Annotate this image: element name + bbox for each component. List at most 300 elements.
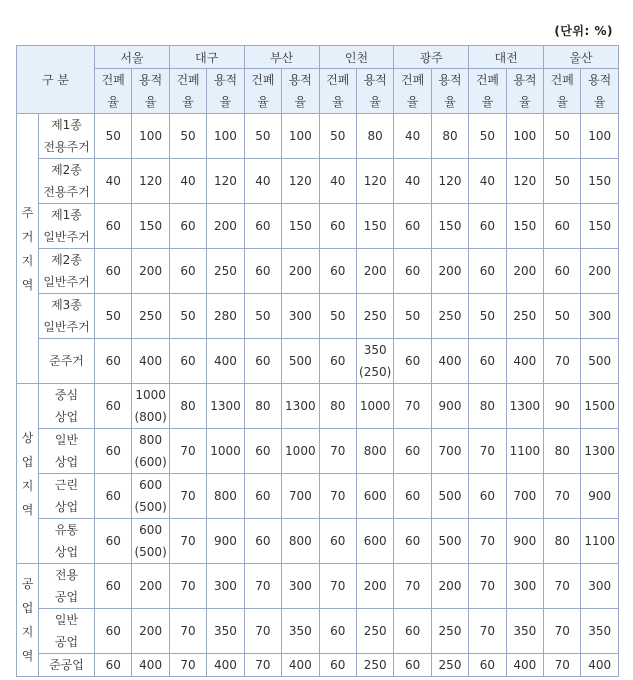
coverage-value-cell: 50 xyxy=(169,294,206,339)
floor-area-ratio-header-text: 용적 xyxy=(438,73,462,87)
coverage-value-cell: 40 xyxy=(394,159,431,204)
coverage-value-cell: 50 xyxy=(544,294,581,339)
subzone-label-cell xyxy=(39,474,95,519)
coverage-value-cell: 50 xyxy=(469,114,506,159)
building-coverage-header-text: 율 xyxy=(481,95,494,109)
floor-area-value-cell: 300 xyxy=(581,564,618,609)
floor-area-value-cell: 800 xyxy=(207,474,244,519)
floor-area-ratio-header-text: 율 xyxy=(294,95,307,109)
zoning-rates-table xyxy=(16,45,619,677)
coverage-value-cell: 60 xyxy=(244,519,281,564)
floor-area-ratio-header-text: 용적 xyxy=(513,73,537,87)
coverage-value-cell: 60 xyxy=(244,429,281,474)
coverage-value-cell: 70 xyxy=(469,564,506,609)
table-row xyxy=(17,294,619,339)
coverage-value-cell: 60 xyxy=(95,609,132,654)
floor-area-ratio-header-text: 용적 xyxy=(363,73,387,87)
subzone-label-cell xyxy=(39,564,95,609)
floor-area-value-cell: 250 xyxy=(506,294,543,339)
coverage-value-cell: 70 xyxy=(244,564,281,609)
floor-area-value-cell: 200 xyxy=(356,249,393,294)
subzone-label-text: 일반 xyxy=(54,613,79,627)
table-row xyxy=(17,429,619,474)
coverage-value-cell: 70 xyxy=(394,564,431,609)
zone-name-char: 역 xyxy=(21,502,34,517)
coverage-value-cell: 50 xyxy=(544,114,581,159)
floor-area-ratio-header-text: 용적 xyxy=(213,73,238,87)
zone-name-char: 주 xyxy=(21,205,34,220)
subzone-label-text: 근린 xyxy=(54,478,79,492)
table-header xyxy=(17,46,619,114)
table-row xyxy=(17,519,619,564)
floor-area-value-cell: 900 xyxy=(431,384,468,429)
zone-name-cell xyxy=(17,114,39,384)
table-row xyxy=(17,339,619,384)
subzone-label-text: 공업 xyxy=(54,590,79,604)
table-row xyxy=(17,654,619,677)
floor-area-value-cell: 350 xyxy=(581,609,618,654)
building-coverage-header-text: 건폐 xyxy=(251,73,275,87)
floor-area-value-cell: 350 xyxy=(506,609,543,654)
building-coverage-header xyxy=(244,69,281,114)
zone-name-char: 역 xyxy=(21,649,34,663)
floor-area-value-cell: 150 xyxy=(282,204,319,249)
category-label: 구 분 xyxy=(42,73,69,87)
floor-area-value-cell: 300 xyxy=(282,294,319,339)
floor-area-value-cell: 1300 xyxy=(506,384,543,429)
floor-area-value-cell: 80 xyxy=(356,114,393,159)
floor-area-ratio-header-text: 율 xyxy=(519,95,531,109)
subzone-label-text: 상업 xyxy=(54,500,79,514)
coverage-value-cell: 60 xyxy=(244,204,281,249)
coverage-value-cell: 40 xyxy=(469,159,506,204)
coverage-value-cell: 60 xyxy=(394,204,431,249)
coverage-value-cell: 60 xyxy=(244,474,281,519)
floor-area-value-cell: 250 xyxy=(132,294,169,339)
city-header: 대전 xyxy=(469,46,544,69)
floor-area-ratio-header xyxy=(282,69,319,114)
floor-area-value-cell: 150 xyxy=(132,204,169,249)
coverage-value-cell: 70 xyxy=(319,429,356,474)
coverage-value-cell: 60 xyxy=(394,519,431,564)
coverage-value-cell: 60 xyxy=(319,249,356,294)
zone-name-char: 업 xyxy=(21,601,34,615)
coverage-value-cell: 90 xyxy=(544,384,581,429)
coverage-value-cell: 60 xyxy=(95,519,132,564)
floor-area-value-cell: 120 xyxy=(506,159,543,204)
subzone-label-text: 일반주거 xyxy=(43,230,90,244)
floor-area-value-cell: 400 xyxy=(506,654,543,677)
floor-area-value-cell: 400 xyxy=(506,339,543,384)
zone-name-char: 공 xyxy=(21,577,34,591)
floor-area-value-cell: 280 xyxy=(207,294,244,339)
floor-area-ratio-header xyxy=(506,69,543,114)
coverage-value-cell: 80 xyxy=(244,384,281,429)
coverage-value-cell: 50 xyxy=(544,159,581,204)
floor-area-value-cell: 150 xyxy=(581,204,618,249)
floor-area-value-cell: 700 xyxy=(431,429,468,474)
floor-area-value-cell: 200 xyxy=(356,564,393,609)
coverage-value-cell: 70 xyxy=(394,384,431,429)
coverage-value-cell: 60 xyxy=(95,249,132,294)
subzone-label-text: 일반 xyxy=(54,433,79,447)
zone-name-char: 상 xyxy=(21,430,34,445)
city-header: 부산 xyxy=(244,46,319,69)
floor-area-value-cell: 100 xyxy=(207,114,244,159)
floor-area-value-cell: 600 xyxy=(356,474,393,519)
floor-area-value-cell: 100 xyxy=(132,114,169,159)
floor-area-value-cell: 200 xyxy=(581,249,618,294)
floor-area-value-cell: 1300 xyxy=(282,384,319,429)
floor-area-ratio-header-text: 율 xyxy=(593,95,606,109)
building-coverage-header-text: 율 xyxy=(107,95,119,109)
coverage-value-cell: 60 xyxy=(394,609,431,654)
value-line: (500) xyxy=(134,500,167,514)
city-header: 인천 xyxy=(319,46,394,69)
subzone-label-text: 상업 xyxy=(54,410,79,424)
coverage-value-cell: 60 xyxy=(319,654,356,677)
floor-area-value-cell: 1000 xyxy=(207,429,244,474)
building-coverage-header-text: 건폐 xyxy=(475,73,500,87)
floor-area-ratio-header-text: 용적 xyxy=(288,73,312,87)
coverage-value-cell: 60 xyxy=(169,339,206,384)
coverage-value-cell: 70 xyxy=(544,564,581,609)
subzone-label-cell xyxy=(39,159,95,204)
city-header: 서울 xyxy=(95,46,170,69)
floor-area-value-cell xyxy=(356,339,393,384)
coverage-value-cell: 40 xyxy=(169,159,206,204)
floor-area-value-cell: 400 xyxy=(132,339,169,384)
subzone-label-text: 유통 xyxy=(54,523,79,537)
floor-area-value-cell: 400 xyxy=(207,339,244,384)
building-coverage-header-text: 율 xyxy=(257,95,269,109)
table-row xyxy=(17,249,619,294)
floor-area-ratio-header-text: 율 xyxy=(369,95,381,109)
building-coverage-header xyxy=(319,69,356,114)
floor-area-value-cell: 200 xyxy=(431,564,468,609)
coverage-value-cell: 60 xyxy=(95,654,132,677)
coverage-value-cell: 70 xyxy=(244,609,281,654)
subzone-label-cell xyxy=(39,339,95,384)
floor-area-value-cell: 250 xyxy=(356,654,393,677)
coverage-value-cell: 60 xyxy=(95,474,132,519)
table-row xyxy=(17,609,619,654)
value-line: 800 xyxy=(139,433,163,447)
coverage-value-cell: 80 xyxy=(544,429,581,474)
floor-area-ratio-header xyxy=(356,69,393,114)
unit-label: (단위: %) xyxy=(554,24,613,38)
floor-area-ratio-header-text: 율 xyxy=(144,95,157,109)
coverage-value-cell: 60 xyxy=(244,249,281,294)
subzone-label-cell xyxy=(39,114,95,159)
coverage-value-cell: 70 xyxy=(544,339,581,384)
coverage-value-cell: 50 xyxy=(169,114,206,159)
building-coverage-header-text: 율 xyxy=(331,95,344,109)
table-row xyxy=(17,159,619,204)
floor-area-value-cell: 700 xyxy=(506,474,543,519)
floor-area-value-cell xyxy=(132,474,169,519)
floor-area-value-cell: 300 xyxy=(581,294,618,339)
floor-area-value-cell: 1500 xyxy=(581,384,618,429)
coverage-value-cell: 60 xyxy=(394,249,431,294)
floor-area-value-cell: 800 xyxy=(356,429,393,474)
coverage-value-cell: 70 xyxy=(469,429,506,474)
building-coverage-header xyxy=(95,69,132,114)
category-header xyxy=(17,46,95,114)
subzone-label-cell xyxy=(39,384,95,429)
floor-area-value-cell: 400 xyxy=(431,339,468,384)
coverage-value-cell: 70 xyxy=(244,654,281,677)
coverage-value-cell: 60 xyxy=(319,339,356,384)
floor-area-value-cell: 600 xyxy=(356,519,393,564)
floor-area-ratio-header xyxy=(207,69,244,114)
building-coverage-header-text: 건폐 xyxy=(176,73,200,87)
floor-area-value-cell: 500 xyxy=(431,519,468,564)
coverage-value-cell: 40 xyxy=(319,159,356,204)
table-row xyxy=(17,114,619,159)
zone-name-cell xyxy=(17,564,39,677)
coverage-value-cell: 60 xyxy=(169,249,206,294)
value-line: 600 xyxy=(139,478,163,492)
floor-area-value-cell: 900 xyxy=(581,474,618,519)
building-coverage-header-text: 건폐 xyxy=(400,73,425,87)
coverage-value-cell: 60 xyxy=(544,249,581,294)
coverage-value-cell: 40 xyxy=(244,159,281,204)
floor-area-value-cell: 120 xyxy=(356,159,393,204)
floor-area-value-cell xyxy=(132,384,169,429)
floor-area-value-cell: 800 xyxy=(282,519,319,564)
floor-area-value-cell: 200 xyxy=(431,249,468,294)
floor-area-value-cell: 120 xyxy=(282,159,319,204)
coverage-value-cell: 60 xyxy=(169,204,206,249)
table-row xyxy=(17,204,619,249)
value-line: 350 xyxy=(363,343,387,357)
coverage-value-cell: 70 xyxy=(544,474,581,519)
subzone-label-text: 상업 xyxy=(54,455,79,469)
subzone-label-text: 제3종 xyxy=(51,298,82,312)
floor-area-value-cell: 400 xyxy=(581,654,618,677)
coverage-value-cell: 80 xyxy=(469,384,506,429)
coverage-value-cell: 70 xyxy=(319,564,356,609)
coverage-value-cell: 40 xyxy=(95,159,132,204)
table-row xyxy=(17,384,619,429)
floor-area-value-cell: 200 xyxy=(282,249,319,294)
floor-area-value-cell xyxy=(132,519,169,564)
coverage-value-cell: 60 xyxy=(469,654,506,677)
floor-area-value-cell: 400 xyxy=(282,654,319,677)
building-coverage-header xyxy=(544,69,581,114)
subzone-label-text: 공업 xyxy=(54,635,79,649)
coverage-value-cell: 60 xyxy=(95,429,132,474)
coverage-value-cell: 60 xyxy=(319,609,356,654)
floor-area-value-cell: 100 xyxy=(581,114,618,159)
coverage-value-cell: 70 xyxy=(469,519,506,564)
ratio-header-row xyxy=(17,69,619,114)
coverage-value-cell: 70 xyxy=(169,519,206,564)
coverage-value-cell: 80 xyxy=(169,384,206,429)
floor-area-value-cell: 1000 xyxy=(282,429,319,474)
building-coverage-header-text: 율 xyxy=(406,95,419,109)
floor-area-value-cell: 500 xyxy=(431,474,468,519)
coverage-value-cell: 60 xyxy=(95,384,132,429)
coverage-value-cell: 80 xyxy=(544,519,581,564)
subzone-label-text: 제1종 xyxy=(51,118,82,132)
value-line: (500) xyxy=(134,545,167,559)
floor-area-value-cell: 900 xyxy=(506,519,543,564)
building-coverage-header-text: 율 xyxy=(556,95,569,109)
building-coverage-header xyxy=(169,69,206,114)
floor-area-ratio-header-text: 율 xyxy=(219,95,232,109)
building-coverage-header-text: 건폐 xyxy=(326,73,350,87)
coverage-value-cell: 70 xyxy=(544,654,581,677)
building-coverage-header-text: 건폐 xyxy=(550,73,574,87)
floor-area-value-cell: 200 xyxy=(132,609,169,654)
floor-area-value-cell: 300 xyxy=(207,564,244,609)
coverage-value-cell: 60 xyxy=(319,519,356,564)
value-line: 600 xyxy=(139,523,163,537)
subzone-label-text: 중심 xyxy=(54,388,79,402)
floor-area-value-cell: 200 xyxy=(207,204,244,249)
coverage-value-cell: 60 xyxy=(319,204,356,249)
coverage-value-cell: 50 xyxy=(95,294,132,339)
floor-area-value-cell: 300 xyxy=(506,564,543,609)
subzone-label-cell xyxy=(39,204,95,249)
coverage-value-cell: 60 xyxy=(469,204,506,249)
coverage-value-cell: 60 xyxy=(544,204,581,249)
coverage-value-cell: 60 xyxy=(95,564,132,609)
floor-area-value-cell: 120 xyxy=(431,159,468,204)
coverage-value-cell: 60 xyxy=(244,339,281,384)
building-coverage-header xyxy=(394,69,431,114)
floor-area-value-cell: 400 xyxy=(132,654,169,677)
floor-area-value-cell: 150 xyxy=(356,204,393,249)
floor-area-value-cell: 400 xyxy=(207,654,244,677)
floor-area-value-cell: 1100 xyxy=(506,429,543,474)
building-coverage-header-text: 건폐 xyxy=(101,73,125,87)
coverage-value-cell: 70 xyxy=(169,609,206,654)
coverage-value-cell: 60 xyxy=(469,339,506,384)
floor-area-ratio-header xyxy=(132,69,169,114)
floor-area-value-cell: 150 xyxy=(506,204,543,249)
subzone-label-text: 준주거 xyxy=(49,354,84,368)
subzone-label-text: 준공업 xyxy=(49,658,84,672)
zone-name-char: 역 xyxy=(21,277,34,292)
city-header-row xyxy=(17,46,619,69)
value-line: 1000 xyxy=(135,388,166,402)
floor-area-value-cell: 250 xyxy=(207,249,244,294)
coverage-value-cell: 40 xyxy=(394,114,431,159)
coverage-value-cell: 60 xyxy=(95,204,132,249)
coverage-value-cell: 50 xyxy=(469,294,506,339)
floor-area-value-cell: 150 xyxy=(431,204,468,249)
floor-area-value-cell: 250 xyxy=(431,609,468,654)
coverage-value-cell: 50 xyxy=(319,114,356,159)
coverage-value-cell: 70 xyxy=(469,609,506,654)
floor-area-ratio-header-text: 용적 xyxy=(139,73,163,87)
zone-name-char: 지 xyxy=(21,478,34,493)
floor-area-value-cell: 100 xyxy=(506,114,543,159)
floor-area-value-cell: 250 xyxy=(356,609,393,654)
floor-area-value-cell: 150 xyxy=(581,159,618,204)
floor-area-value-cell xyxy=(132,429,169,474)
coverage-value-cell: 50 xyxy=(244,294,281,339)
floor-area-ratio-header xyxy=(431,69,468,114)
coverage-value-cell: 50 xyxy=(394,294,431,339)
coverage-value-cell: 60 xyxy=(394,339,431,384)
floor-area-ratio-header-text: 율 xyxy=(444,95,456,109)
floor-area-value-cell: 250 xyxy=(431,294,468,339)
zone-name-cell xyxy=(17,384,39,564)
coverage-value-cell: 70 xyxy=(169,474,206,519)
floor-area-value-cell: 1100 xyxy=(581,519,618,564)
floor-area-value-cell: 200 xyxy=(506,249,543,294)
coverage-value-cell: 60 xyxy=(469,474,506,519)
coverage-value-cell: 60 xyxy=(469,249,506,294)
coverage-value-cell: 60 xyxy=(95,339,132,384)
zone-name-char: 지 xyxy=(21,625,34,639)
zone-name-char: 지 xyxy=(21,253,34,268)
floor-area-value-cell: 250 xyxy=(431,654,468,677)
coverage-value-cell: 70 xyxy=(169,429,206,474)
coverage-value-cell: 70 xyxy=(169,564,206,609)
subzone-label-cell xyxy=(39,249,95,294)
coverage-value-cell: 50 xyxy=(319,294,356,339)
zone-name-char: 거 xyxy=(21,229,34,244)
table-row xyxy=(17,564,619,609)
value-line: (800) xyxy=(134,410,167,424)
floor-area-value-cell: 1000 xyxy=(356,384,393,429)
subzone-label-text: 제1종 xyxy=(51,208,82,222)
coverage-value-cell: 70 xyxy=(319,474,356,519)
floor-area-value-cell: 120 xyxy=(132,159,169,204)
zone-name-char: 업 xyxy=(21,454,34,469)
floor-area-value-cell: 350 xyxy=(207,609,244,654)
table-row xyxy=(17,474,619,519)
subzone-label-text: 일반주거 xyxy=(43,320,90,334)
building-coverage-header xyxy=(469,69,506,114)
subzone-label-text: 제2종 xyxy=(51,163,82,177)
city-header: 대구 xyxy=(169,46,244,69)
city-header: 울산 xyxy=(544,46,619,69)
floor-area-value-cell: 700 xyxy=(282,474,319,519)
floor-area-value-cell: 250 xyxy=(356,294,393,339)
floor-area-value-cell: 900 xyxy=(207,519,244,564)
floor-area-value-cell: 350 xyxy=(282,609,319,654)
subzone-label-text: 상업 xyxy=(54,545,79,559)
floor-area-value-cell: 300 xyxy=(282,564,319,609)
table-body xyxy=(17,114,619,677)
value-line: (600) xyxy=(134,455,167,469)
coverage-value-cell: 80 xyxy=(319,384,356,429)
subzone-label-cell xyxy=(39,429,95,474)
coverage-value-cell: 50 xyxy=(244,114,281,159)
city-header: 광주 xyxy=(394,46,469,69)
subzone-label-cell xyxy=(39,654,95,677)
subzone-label-cell xyxy=(39,294,95,339)
subzone-label-text: 전용주거 xyxy=(43,140,90,154)
coverage-value-cell: 70 xyxy=(544,609,581,654)
floor-area-value-cell: 1300 xyxy=(207,384,244,429)
coverage-value-cell: 60 xyxy=(394,474,431,519)
coverage-value-cell: 60 xyxy=(394,429,431,474)
floor-area-value-cell: 80 xyxy=(431,114,468,159)
floor-area-value-cell: 200 xyxy=(132,564,169,609)
floor-area-value-cell: 500 xyxy=(282,339,319,384)
floor-area-value-cell: 1300 xyxy=(581,429,618,474)
subzone-label-text: 전용주거 xyxy=(43,185,90,199)
building-coverage-header-text: 율 xyxy=(182,95,194,109)
floor-area-ratio-header-text: 용적 xyxy=(588,73,612,87)
